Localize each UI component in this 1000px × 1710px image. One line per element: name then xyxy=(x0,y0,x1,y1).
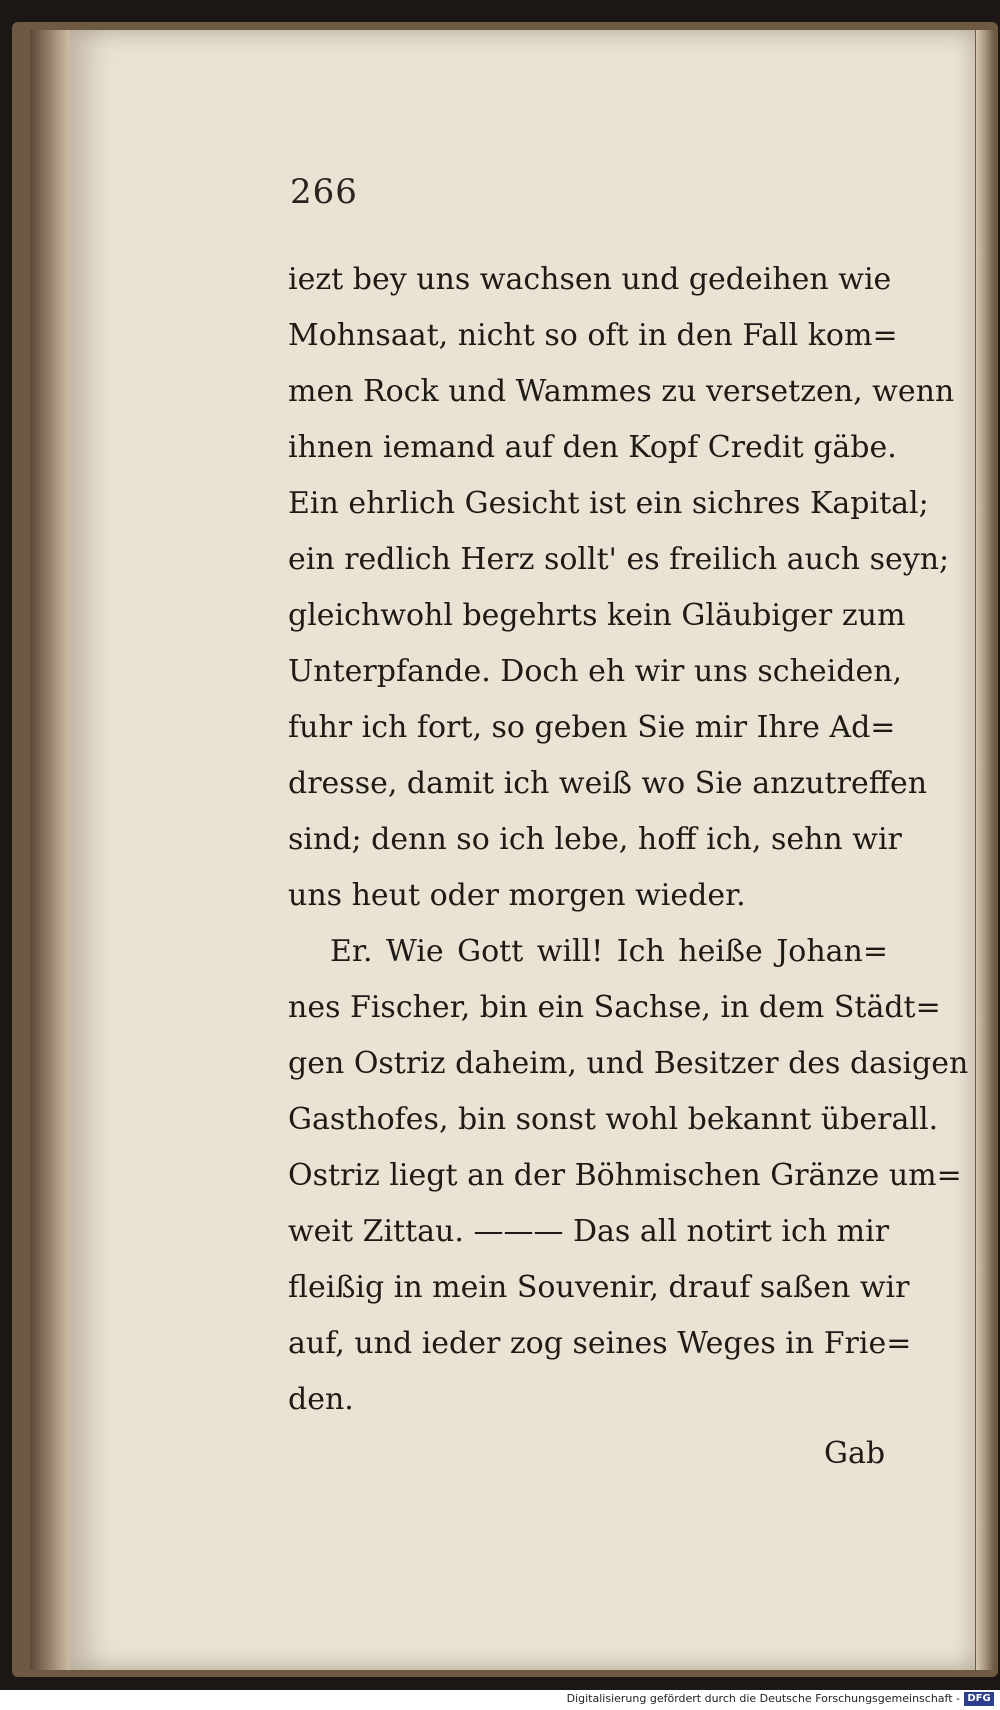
text-line: den. xyxy=(288,1382,354,1417)
page-fore-edge xyxy=(976,30,994,1670)
text-line: dresse, damit ich weiß wo Sie anzutreffen xyxy=(288,766,928,801)
text-line: Unterpfande. Doch eh wir uns scheiden, xyxy=(288,654,903,689)
text-line: nes Fischer, bin ein Sachse, in dem Städt= xyxy=(288,990,941,1025)
text-line: auf, und ieder zog seines Weges in Frie= xyxy=(288,1326,912,1361)
text-line: Er. Wie Gott will! Ich heiße Johan= xyxy=(330,934,888,969)
text-line: gleichwohl begehrts kein Gläubiger zum xyxy=(288,598,906,633)
text-line: Mohnsaat, nicht so oft in den Fall kom= xyxy=(288,318,898,353)
text-line: Ostriz liegt an der Böhmischen Gränze um= xyxy=(288,1158,962,1193)
text-line: iezt bey uns wachsen und gedeihen wie xyxy=(288,262,892,297)
text-line: fuhr ich fort, so geben Sie mir Ihre Ad= xyxy=(288,710,896,745)
text-line: Gasthofes, bin sonst wohl bekannt überall. xyxy=(288,1102,939,1137)
text-line: sind; denn so ich lebe, hoff ich, sehn wir xyxy=(288,822,902,857)
text-line: fleißig in mein Souvenir, drauf saßen wir xyxy=(288,1270,910,1305)
page-number: 266 xyxy=(290,172,358,212)
dfg-logo: DFG xyxy=(964,1692,994,1706)
text-line: men Rock und Wammes zu versetzen, wenn xyxy=(288,374,955,409)
catchword: Gab xyxy=(824,1436,886,1471)
page-gutter-edge xyxy=(30,30,75,1670)
body-text xyxy=(288,252,969,1428)
text-line: weit Zittau. ——— Das all notirt ich mir xyxy=(288,1214,890,1249)
text-line: Ein ehrlich Gesicht ist ein sichres Kapital; xyxy=(288,486,929,521)
text-line: ihnen iemand auf den Kopf Credit gäbe. xyxy=(288,430,897,465)
text-line: ein redlich Herz sollt' es freilich auch seyn; xyxy=(288,542,950,577)
text-line: gen Ostriz daheim, und Besitzer des dasigen xyxy=(288,1046,969,1081)
text-line: uns heut oder morgen wieder. xyxy=(288,878,746,913)
funding-credit: Digitalisierung gefördert durch die Deutsche Forschungsgemeinschaft - xyxy=(566,1692,960,1705)
